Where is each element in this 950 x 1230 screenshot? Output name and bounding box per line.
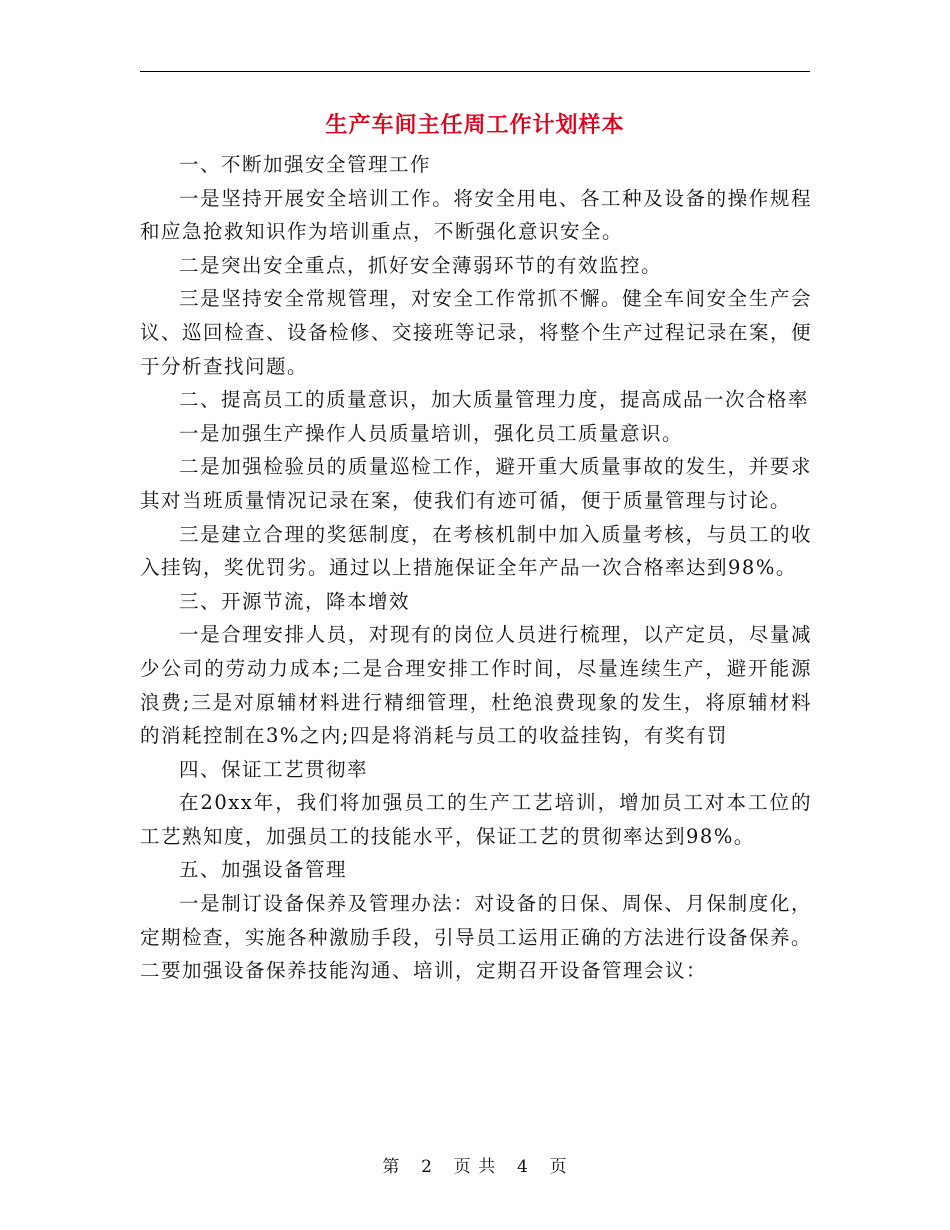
footer-total-pages: 4 [517, 1157, 529, 1177]
document-title: 生产车间主任周工作计划样本 [325, 112, 625, 138]
section-heading-4: 四、保证工艺贯彻率 [179, 757, 369, 781]
paragraph: 一是制订设备保养及管理办法：对设备的日保、周保、月保制度化，定期检查，实施各种激励手段，引导员工运用正确的方法进行设备保养。二要加强设备保养技能沟通、培训，定期召开设备管理会议： [140, 892, 813, 983]
footer-page-number: 2 [421, 1157, 433, 1177]
document-body [140, 148, 812, 988]
paragraph: 三是坚持安全常规管理，对安全工作常抓不懈。健全车间安全生产会议、巡回检查、设备检修、交接班等记录，将整个生产过程记录在案，便于分析查找问题。 [140, 287, 813, 378]
paragraph: 一是坚持开展安全培训工作。将安全用电、各工种及设备的操作规程和应急抢救知识作为培训重点，不断强化意识安全。 [140, 186, 812, 244]
paragraph: 二是加强检验员的质量巡检工作，避开重大质量事故的发生，并要求其对当班质量情况记录在案，使我们有迹可循，便于质量管理与讨论。 [140, 455, 812, 512]
paragraph: 一是加强生产操作人员质量培训，强化员工质量意识。 [179, 421, 684, 445]
section-heading-3: 三、开源节流，降本增效 [179, 589, 411, 613]
footer-middle: 页 共 [453, 1157, 497, 1177]
paragraph: 一是合理安排人员，对现有的岗位人员进行梳理，以产定员，尽量减少公司的劳动力成本;二是合理安排工作时间，尽量连续生产，避开能源浪费;三是对原辅材料进行精细管理，杜绝浪费现象的发生，将原辅材料的消耗控制在3%之内;四是将消耗与员工的收益挂钩，有奖有罚 [140, 623, 812, 748]
section-heading-2: 二、提高员工的质量意识，加大质量管理力度，提高成品一次合格率 [179, 388, 810, 412]
section-heading-1: 一、不断加强安全管理工作 [179, 153, 432, 176]
paragraph: 在20xx年，我们将加强员工的生产工艺培训，增加员工对本工位的工艺熟知度，加强员工的技能水平，保证工艺的贯彻率达到98%。 [140, 791, 812, 848]
footer-prefix: 第 [382, 1157, 401, 1177]
footer-suffix: 页 [549, 1157, 568, 1177]
paragraph: 三是建立合理的奖惩制度，在考核机制中加入质量考核，与员工的收入挂钩，奖优罚劣。通过以上措施保证全年产品一次合格率达到98%。 [140, 522, 812, 580]
section-heading-5: 五、加强设备管理 [179, 858, 348, 882]
header-rule [140, 71, 810, 72]
paragraph: 二是突出安全重点，抓好安全薄弱环节的有效监控。 [179, 253, 663, 277]
page-footer [0, 1152, 950, 1177]
